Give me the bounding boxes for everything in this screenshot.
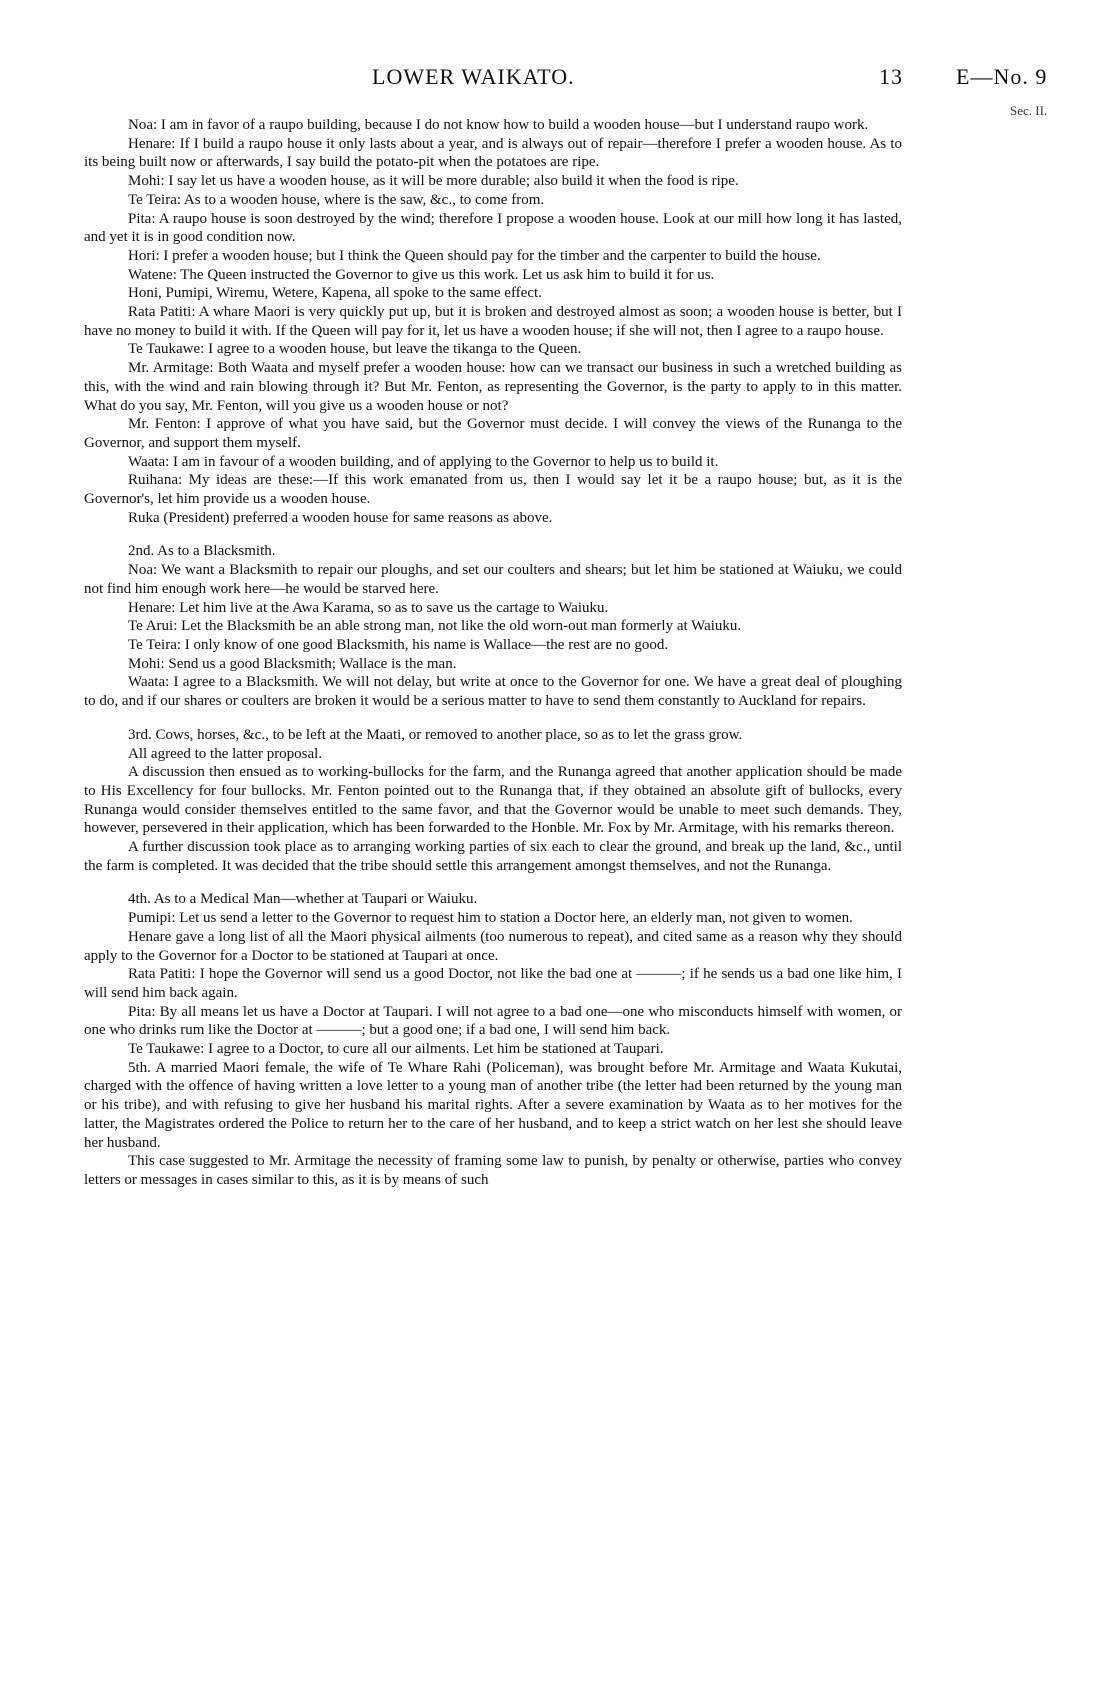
page-number: 13 bbox=[879, 64, 903, 89]
paragraph: Te Teira: I only know of one good Blacksmith, his name is Wallace—the rest are no good. bbox=[128, 636, 669, 653]
paragraph: Pumipi: Let us send a letter to the Governor to request him to station a Doctor here, an elderly man, not given to women. bbox=[128, 910, 853, 927]
paragraph: Waata: I am in favour of a wooden building, and of applying to the Governor to help us to build it. bbox=[128, 453, 719, 470]
section-heading: 4th. As to a Medical Man—whether at Taupari or Waiuku. bbox=[128, 891, 478, 908]
paragraph: A discussion then ensued as to working-bullocks for the farm, and the Runanga agreed that another application should be made to His Excellency for four bullocks. Mr. Fenton pointed out to the Runanga that, if they obtained an absolute gift of bullocks, every Runanga would consider themselves entitled to the same favor, and that the Governor would be unable to meet such demands. They, however, persevered in their application, which has been forwarded to the Honble. Mr. Fox by Mr. Armitage, with his remarks thereon. bbox=[84, 764, 902, 837]
paragraph: Mr. Fenton: I approve of what you have said, but the Governor must decide. I will convey the views of the Runanga to the Governor, and support them myself. bbox=[84, 416, 902, 451]
paragraph: Ruka (President) preferred a wooden house for same reasons as above. bbox=[128, 509, 553, 526]
paragraph: Waata: I agree to a Blacksmith. We will not delay, but write at once to the Governor for one. We have a great deal of ploughing to do, and if our shares or coulters are broken it would be a serious matter to have to send them constantly to Auckland for repairs. bbox=[84, 674, 902, 710]
paragraph: Honi, Pumipi, Wiremu, Wetere, Kapena, all spoke to the same effect. bbox=[128, 285, 542, 302]
paragraph: Henare: Let him live at the Awa Karama, so as to save us the cartage to Waiuku. bbox=[128, 599, 609, 616]
section-label: Sec. II. bbox=[1010, 103, 1048, 118]
paragraph: Pita: A raupo house is soon destroyed by the wind; therefore I propose a wooden house. Look at our mill how long it has lasted, and yet it is in good condition now. bbox=[84, 210, 902, 246]
paragraph: Rata Patiti: A whare Maori is very quickly put up, but it is broken and destroyed almost as soon; a wooden house is better, but I have no money to build it with. If the Queen will pay for it, let us have a wooden house; if she will not, then I agree to a raupo house. bbox=[84, 304, 902, 339]
paragraph: This case suggested to Mr. Armitage the necessity of framing some law to punish, by penalty or otherwise, parties who convey letters or messages in cases similar to this, as it is by means of such bbox=[84, 1153, 902, 1188]
paragraph: Henare gave a long list of all the Maori physical ailments (too numerous to repeat), and cited same as a reason why they should apply to the Governor for a Doctor to be stationed at Taupari at once. bbox=[84, 928, 902, 964]
section-heading: 3rd. Cows, horses, &c., to be left at the Maati, or removed to another place, so as to let the grass grow. bbox=[128, 726, 743, 743]
section-heading: 2nd. As to a Blacksmith. bbox=[128, 543, 276, 560]
paragraph: Te Arui: Let the Blacksmith be an able strong man, not like the old worn-out man formerly at Waiuku. bbox=[128, 618, 742, 635]
paragraph: A further discussion took place as to arranging working parties of six each to clear the ground, and break up the land, &c., until the farm is completed. It was decided that the tribe should settle this arrangement amongst themselves, and not the Runanga. bbox=[84, 839, 902, 874]
paragraph: 5th. A married Maori female, the wife of Te Whare Rahi (Policeman), was brought before Mr. Armitage and Waata Kukutai, charged with the offence of having written a love letter to a young man of another tribe (the letter had been returned by the young man or his tribe), and with refusing to give her husband his marital rights. After a severe examination by Waata as to her motives for the latter, the Magistrates ordered the Police to return her to the care of her husband, and to keep a strict watch on her lest she should leave her husband. bbox=[84, 1059, 902, 1151]
paragraph: Te Taukawe: I agree to a Doctor, to cure all our ailments. Let him be stationed at Taupari. bbox=[128, 1041, 664, 1058]
paragraph: Rata Patiti: I hope the Governor will send us a good Doctor, not like the bad one at ———; if he sends us a bad one like him, I will send him back again. bbox=[84, 966, 902, 1001]
paragraph: Mr. Armitage: Both Waata and myself prefer a wooden house: how can we transact our business in such a wretched building as this, with the wind and rain blowing through it? But Mr. Fenton, as representing the Governor, is the party to apply to in this matter. What do you say, Mr. Fenton, will you give us a wooden house or not? bbox=[84, 360, 902, 414]
paragraph: Noa: We want a Blacksmith to repair our ploughs, and set our coulters and shears; but let him be stationed at Waiuku, we could not find him enough work here—he would be starved here. bbox=[84, 562, 902, 597]
paragraph: Mohi: I say let us have a wooden house, as it will be more durable; also build it when the food is ripe. bbox=[128, 173, 739, 190]
document-reference: E—No. 9 bbox=[956, 64, 1048, 89]
paragraph: Hori: I prefer a wooden house; but I think the Queen should pay for the timber and the carpenter to build the house. bbox=[128, 247, 821, 264]
paragraph: Pita: By all means let us have a Doctor at Taupari. I will not agree to a bad one—one who misconducts himself with women, or one who drinks rum like the Doctor at ———; but a good one; if a bad one, I will send him back. bbox=[84, 1003, 902, 1039]
paragraph: Ruihana: My ideas are these:—If this work emanated from us, then I would say let it be a raupo house; but, as it is the Governor's, let him provide us a wooden house. bbox=[84, 472, 902, 508]
body-text bbox=[84, 116, 902, 1190]
paragraph: Noa: I am in favor of a raupo building, because I do not know how to build a wooden house—but I understand raupo work. bbox=[128, 117, 869, 133]
paragraph: Watene: The Queen instructed the Governor to give us this work. Let us ask him to build it for us. bbox=[128, 266, 715, 283]
paragraph: All agreed to the latter proposal. bbox=[128, 745, 323, 762]
paragraph: Mohi: Send us a good Blacksmith; Wallace is the man. bbox=[128, 655, 457, 672]
paragraph: Henare: If I build a raupo house it only lasts about a year, and is always out of repair—therefore I prefer a wooden house. As to its being built now or afterwards, I say build the potato-pit when the potatoes are ripe. bbox=[84, 135, 902, 171]
paragraph: Te Teira: As to a wooden house, where is the saw, &c., to come from. bbox=[128, 191, 545, 208]
paragraph: Te Taukawe: I agree to a wooden house, but leave the tikanga to the Queen. bbox=[128, 341, 582, 358]
page-title: LOWER WAIKATO. bbox=[372, 64, 575, 89]
